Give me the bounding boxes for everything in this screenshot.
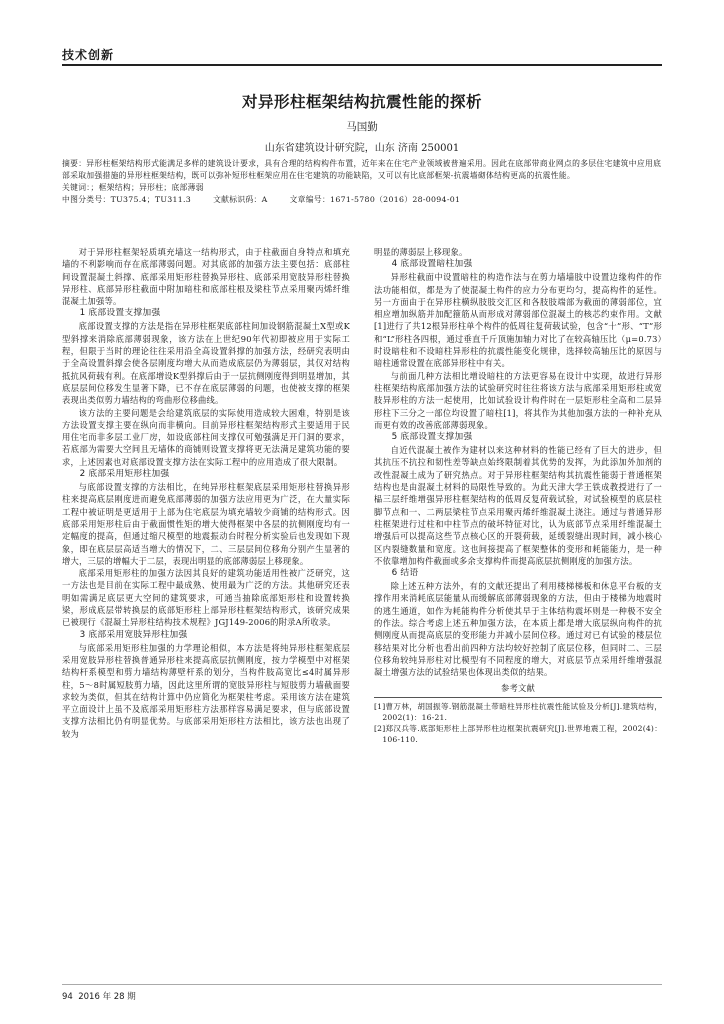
classification: 中图分类号：TU375.4；TU311.3 xyxy=(62,195,192,204)
header-rule xyxy=(62,64,662,66)
paragraph: 自近代混凝土被作为建材以来这种材料的性能已经有了巨大的进步，但其抗压不抗拉和韧性差等缺点始终限制着其优势的发挥，为此添加外加剂的改性混凝土成为了研究热点。对于异形柱框架结构其抗震性能弱于普通框架结构也是由混凝土材料的局限性导致的。为此天津大学王铁成教授进行了一榀三层纤维增强异形柱框架结构的低周反复荷载试验，对试验模型的底层柱脚节点和一、二两层梁柱节点采用聚丙烯纤维混凝土浇注。通过与普通异形柱框架进行过柱和中柱节点的破坏特征对比，认为底部节点采用纤维混凝土增强后可以提高这些节点核心区的开裂荷载，延缓裂缝出现时间，减小核心区内裂缝数量和宽度。这也间接提高了框架整体的变形和耗能能力，是一种不依靠增加构件截面或多余支撑构件而提高底层抗侧刚度的加强方法。 xyxy=(374,445,662,566)
footer-rule xyxy=(62,984,662,985)
paragraph: 与前面几种方法相比增设暗柱的方法更容易在设计中实现，故进行异形柱框架结构底部加强方法的试验研究时往往将该方法与底部采用矩形柱或宽肢异形柱的方法一起使用，比如试验设计构件时在一层矩形柱全高和二层异形柱下三分之一部位均设置了暗柱[1]，将其作为其他加强方法的一种补充从而更有效的改善底部薄弱现象。 xyxy=(374,370,662,430)
abstract: 摘要：异形柱框架结构形式能满足多样的建筑设计要求，具有合理的结构构件布置，近年来在住宅产业领域被普遍采用。因此在底部带商业网点的多层住宅建筑中应用底部采取加强措施的异形柱框架结构，既可以弥补短形柱框架应用在住宅建筑的功能缺陷，又可以有比底部框架-抗震墙砌体结构更高的抗震性能。 xyxy=(62,159,662,180)
page-header xyxy=(62,46,662,63)
doc-code: 文献标识码：A xyxy=(213,195,268,204)
section-heading: 2 底部采用矩形柱加强 xyxy=(79,469,170,480)
paragraph: 与底部采用矩形柱加强的力学理论相似，本方法是将纯异形柱框架底层采用宽肢异形柱替换普通异形柱来提高底层抗侧刚度，按力学模型中对框架结构杆系模型和剪力墙结构薄壁杆系的划分，当构件肢高宽比≤4时属异形柱，5～8时属短肢剪力墙，因此这里所谓的宽肢异形柱与短肢剪力墙截面要求较为类似，但其在结构计算中仍应简化为框架柱考虑。采用该方法在建筑平立面设计上虽不及底部采用矩形柱方法那样容易满足要求，但与底部设置支撑方法相比仍有明显优势。与底部采用矩形柱方法相比，该方法也出现了较为 xyxy=(62,642,350,739)
classification-row xyxy=(62,194,662,206)
page-number: 94 xyxy=(62,992,73,1002)
reference-item: [1]曹万林，胡国振等.钢筋混凝土带暗柱异形柱抗震性能试验及分析[J].建筑结构，2002(1)：16-21. xyxy=(374,701,662,722)
article-meta xyxy=(62,158,662,206)
section-heading: 1 底部设置支撑加强 xyxy=(79,308,161,319)
reference-item: [2]郑汉兵等.底部矩形柱上部异形柱边框架抗震研究[J].世界地震工程，2002(4)：106-110. xyxy=(374,723,662,744)
paragraph: 异形柱截面中设置暗柱的构造作法与在剪力墙墙肢中设置边缘构件的作法功能相似，都是为了使混凝土构件的应力分布更均匀，提高构件的延性。另一方面由于在异形柱横纵肢肢交汇区和各肢肢端部为截面的薄弱部位，宜相应增加纵筋并加配箍筋从而形成对薄弱部位混凝土的核芯约束作用。文献[1]进行了共12根异形柱单个构件的低周往复荷载试验，包含“十”形、“T”形和“L”形柱各四根，通过垂直千斤顶施加轴力对比了在较高轴压比（μ=0.73）时设暗柱和不设暗柱异形柱的抗震性能变化规律，选择较高轴压比的原因与暗柱通常设置在底部异形柱中有关。 xyxy=(374,272,662,369)
right-column xyxy=(374,246,662,745)
paragraph: 该方法的主要问题是会给建筑底层的实际使用造成较大困难，特别是该方法设置支撑主要在纵向而非横向。目前异形柱框架结构形式主要适用于民用住宅而非多层工业厂房，如设底部柱间支撑仅可勉强满足开门洞的要求，若底部为需要大空间且无墙体的商铺则设置支撑将更无法满足建筑功能的要求，上述因素也对底部设置支撑方法在实际工程中的应用造成了很大限制。 xyxy=(62,407,350,467)
paragraph: 底部采用矩形柱的加强方法因其良好的建筑功能适用性被广泛研究，这一方法也是目前在实际工程中最成熟、使用最为广泛的方法。其他研究还表明如需满足底层更大空间的建筑要求，可通当抽除底部矩形柱和设置转换梁，形成底层带转换层的底部矩形柱上部异形柱框架结构形式，该研究成果已被现行《混凝土异形柱结构技术规程》JGJ149-2006的附录A所收录。 xyxy=(62,568,350,628)
title-block xyxy=(62,90,662,154)
references-rule xyxy=(374,697,662,698)
left-column xyxy=(62,246,350,740)
paragraph: 对于异形柱框架轻质填充墙这一结构形式，由于柱截面自身特点和填充墙的不利影响而存在底部薄弱问题。对其底部的加强方法主要包括：底部柱间设置混凝土斜撑、底部采用矩形柱替换异形柱、底部采用宽肢异形柱替换异形柱、底部异形柱截面中附加暗柱和底部柱根及梁柱节点采用聚丙烯纤维混凝土加强等。 xyxy=(62,247,350,307)
section-heading: 4 底部设置暗柱加强 xyxy=(391,259,473,270)
section-heading: 3 底部采用宽肢异形柱加强 xyxy=(79,629,188,640)
article-number: 文章编号：1671-5780（2016）28-0094-01 xyxy=(289,195,461,204)
section-tag: 技术创新 xyxy=(62,48,115,62)
paragraph: 与底部设置支撑的方法相比，在纯异形柱框架底层采用矩形柱替换异形柱来提高底层刚度进而避免底部薄弱的加强方法应用更为广泛，在大量实际工程中被证明是更适用于上部为住宅底层为填充墙较少商铺的结构形式。因底部采用矩形柱后由于截面惯性矩的增大使得框架中各层的抗侧刚度均有一定幅度的提高，但通过缩尺模型的地震振动台时程分析实验后也发现如下现象，即在底层层高适当增大的情况下，二、三层层间位移角分别产生显著的增大，三层的增幅大于二层，表现出明显的底部薄弱层上移现象。 xyxy=(62,482,350,566)
section-heading: 5 底部设置支撑加强 xyxy=(391,432,473,443)
paragraph: 明显的薄弱层上移现象。 xyxy=(374,247,468,257)
keywords: 关键词：；框架结构；异形柱；底部薄弱 xyxy=(62,183,204,192)
references-title: 参考文献 xyxy=(501,682,535,693)
section-heading: 6 结语 xyxy=(391,568,419,579)
issue-label: 2016 年 28 期 xyxy=(78,992,136,1002)
author: 马国勤 xyxy=(346,121,378,133)
paragraph: 除上述五种方法外，有的文献还提出了利用楼梯梯板和休息平台板的支撑作用来消耗底层能量从而缓解底部薄弱现象的方法，但由于楼梯为地震时的逃生通道，如作为耗能构件分析使其早于主体结构震坏则是一种极不安全的作法。综合考虑上述五种加强方法，在本质上都是增大底层纵向构件的抗侧刚度从而提高底层的变形能力并减小层间位移。通过对已有试验的楼层位移结果对比分析也看出前四种方法均较好控制了底层位移，但同时二、三层位移角较纯异形柱对比模型有不同程度的增大，对底层节点采用纤维增强混凝土增强方法的试验结果也体现出类似的结果。 xyxy=(374,581,662,678)
affiliation: 山东省建筑设计研究院，山东 济南 250001 xyxy=(264,143,460,154)
article-title: 对异形柱框架结构抗震性能的探析 xyxy=(241,93,482,111)
page-footer xyxy=(62,990,136,1002)
paragraph: 底部设置支撑的方法是指在异形柱框架底部柱间加设钢筋混凝土X型或K型斜撑来消除底部薄弱现象，该方法在上世纪90年代初即被应用于实际工程，但限于当时的理论往往采用沿全高设置斜撑的加强方法，经研究表明由于全高设置斜撑会使各层刚度均增大从而造成底层仍为薄弱层，其仅对结构抵抗风荷载有利。在底部增设K型斜撑后由于一层抗侧刚度得到明显增加，其底层层间位移发生显著下降，已不存在底层薄弱的问题，也使被支撑的框架表现出类似剪力墙结构的弯曲形位移曲线。 xyxy=(62,321,350,406)
